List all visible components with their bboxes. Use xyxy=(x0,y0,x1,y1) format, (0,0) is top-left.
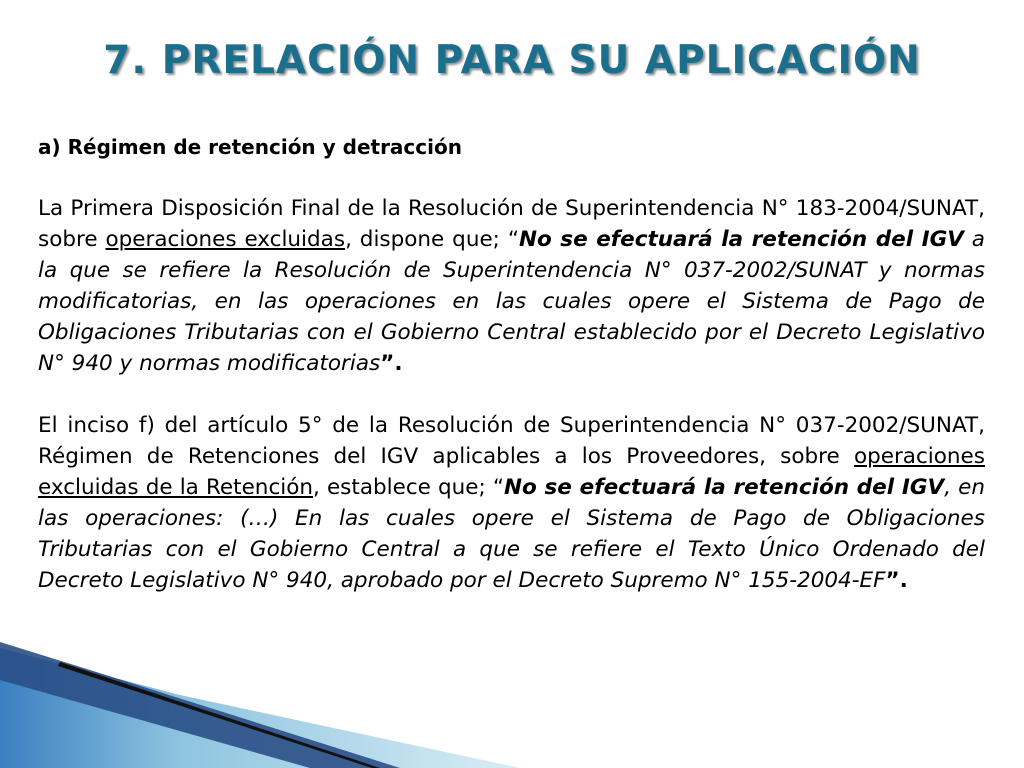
paragraph-1 xyxy=(38,193,985,379)
paragraph-2-lead: , establece que; “ xyxy=(313,475,504,500)
paragraph-1-quote: a la que se refiere la Resolución de Superintendencia N° 037-2002/SUNAT y normas modificatorias, en las operaciones en las cuales opere el Sistema de Pago de Obligaciones Tributarias con el Gobierno Central establecido por el Decreto Legislativo N° 940 y normas modificatorias xyxy=(38,227,985,376)
paragraph-2-intro: El inciso f) del artículo 5° de la Resolución de Superintendencia N° 037-2002/SUNAT, Régimen de Retenciones del IGV aplicables a los Proveedores, sobre xyxy=(38,413,985,469)
paragraph-1-lead: , dispone que; “ xyxy=(345,227,519,252)
paragraph-2-underlined: operaciones excluidas de la Retención xyxy=(38,444,985,500)
paragraph-1-close: ”. xyxy=(380,351,403,376)
paragraph-1-underlined: operaciones excluidas xyxy=(105,227,346,252)
slide-content xyxy=(38,132,985,627)
paragraph-1-quote-emphasis: No se efectuará la retención del IGV xyxy=(518,227,964,252)
decorative-swoosh xyxy=(0,640,1024,768)
paragraph-2-quote-emphasis: No se efectuará la retención del IGV xyxy=(503,475,945,500)
paragraph-2-quote: , en las operaciones: (…) En las cuales opere el Sistema de Pago de Obligaciones Tributarias con el Gobierno Central a que se refiere el Texto Único Ordenado del Decreto Legislativo N° 940, aprobado por el Decreto Supremo N° 155-2004-EF xyxy=(38,475,985,593)
paragraph-1-intro: La Primera Disposición Final de la Resolución de Superintendencia N° 183-2004/SUNAT, sobre xyxy=(38,196,985,252)
slide-title: 7. PRELACIÓN PARA SU APLICACIÓN xyxy=(103,38,921,83)
section-heading: a) Régimen de retención y detracción xyxy=(38,135,462,159)
paragraph-2 xyxy=(38,410,985,596)
paragraph-2-close: ”. xyxy=(885,568,908,593)
